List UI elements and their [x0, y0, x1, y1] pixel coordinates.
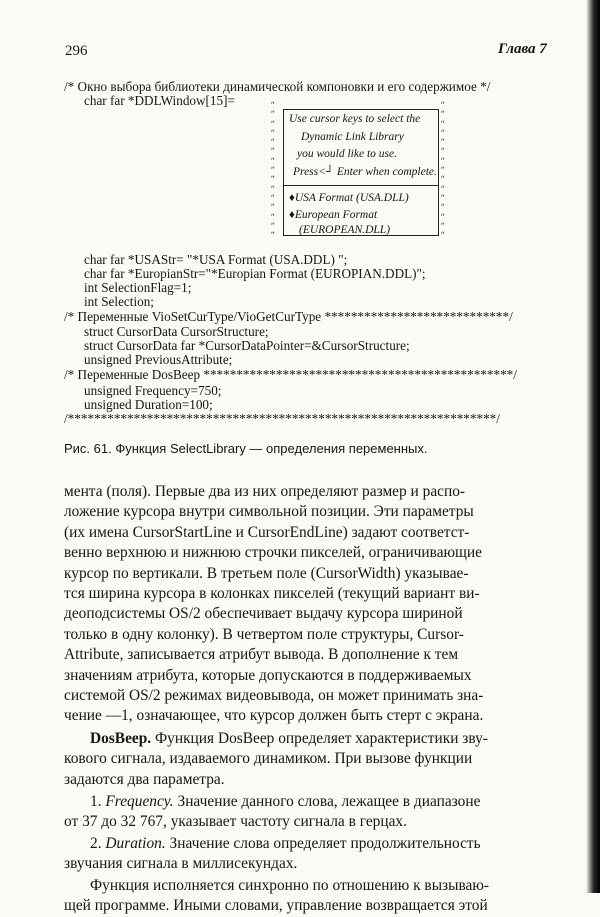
text-line: щей программе. Иными словами, управление возвращается этой: [64, 897, 488, 915]
dosbeep-heading: DosBeep.: [90, 730, 152, 747]
text-span: Значение данного слова, лежащее в диапазоне: [173, 793, 481, 810]
text-line: [64, 834, 556, 854]
code-comment-end: /*****************************************************************/: [64, 411, 500, 426]
quote-column-right: ʺ ʺ ʺ ʺ ʺ ʺ ʺ ʺ ʺ ʺ ʺ ʺ ʺ ʺ ʺ: [441, 100, 444, 241]
text-line: венно верхнюю и нижнюю строчки пикселей, ограничивающие: [64, 544, 482, 562]
page-number: 296: [65, 43, 88, 59]
window-line: Dynamic Link Library: [301, 131, 404, 143]
text-line: Attribute, записывается атрибут вывода. В дополнение к тем: [64, 646, 459, 664]
paragraph-dosbeep: [64, 729, 556, 790]
item-number: 1.: [90, 793, 102, 810]
text-line: кового сигнала, издаваемого динамиком. При вызове функции: [64, 750, 473, 768]
code-var-line: char far *USAStr= "*USA Format (USA.DDL) ";: [84, 252, 348, 267]
list-item-frequency: [64, 792, 556, 833]
ddl-window-separator: [283, 185, 439, 186]
code-vio-line: struct CursorData CursorStructure;: [84, 324, 269, 339]
item-number: 2.: [90, 835, 102, 852]
list-item-duration: [64, 834, 556, 875]
ddl-window-figure: [271, 100, 457, 241]
text-line: [64, 729, 556, 749]
window-line: ♦European Format: [289, 209, 378, 221]
quote-column-left: ʺ ʺ ʺ ʺ ʺ ʺ ʺ ʺ ʺ ʺ ʺ ʺ ʺ ʺ ʺ: [271, 100, 274, 241]
text-line: от 37 до 32 767, указывает частоту сигнала в герцах.: [64, 813, 407, 831]
text-line: звучания сигнала в миллисекундах.: [64, 855, 298, 873]
figure-caption: Рис. 61. Функция SelectLibrary — определения переменных.: [64, 441, 428, 456]
code-ddlwindow-decl: char far *DDLWindow[15]=: [84, 93, 235, 108]
code-comment-beep: /* Переменные DosBeep ***********************************************/: [64, 367, 517, 382]
text-line: [64, 792, 556, 812]
text-line: значениям атрибута, которые допускаются в поддерживаемых: [64, 666, 472, 684]
window-line: ♦USA Format (USA.DLL): [289, 192, 409, 204]
text-line: Функция исполняется синхронно по отношению к вызываю-: [90, 877, 489, 894]
item-term: Frequency.: [105, 793, 174, 810]
paragraph-cursor: [64, 482, 556, 727]
text-line: чение —1, означающее, что курсор должен быть стерт с экрана.: [64, 707, 484, 725]
code-beep-line: unsigned Frequency=750;: [84, 383, 222, 398]
text-line: деоподсистемы OS/2 обеспечивает выдачу курсора шириной: [64, 605, 463, 623]
text-line: только в одну колонку). В четвертом поле структуры, Cursor-: [64, 625, 464, 643]
chapter-title: Глава 7: [498, 41, 547, 57]
text-line: задаются два параметра.: [64, 770, 225, 788]
text-line: ложение курсора внутри символьной позиции. Эти параметры: [64, 503, 474, 521]
scan-edge-shadow: [586, 0, 600, 893]
text-span: Значение слова определяет продолжительность: [165, 835, 481, 852]
code-vio-line: struct CursorData far *CursorDataPointer=&CursorStructure;: [84, 338, 410, 353]
item-term: Duration.: [105, 835, 166, 852]
window-line: you would like to use.: [297, 148, 397, 160]
window-line: (EUROPEAN.DLL): [299, 224, 391, 236]
text-line: тся ширина курсора в колонках пикселей (текущий вариант ви-: [64, 585, 480, 603]
code-comment-vio: /* Переменные VioSetCurType/VioGetCurType ****************************/: [64, 309, 513, 324]
text-line: мента (поля). Первые два из них определяют размер и распо-: [64, 483, 466, 500]
text-line: курсор по вертикали. В третьем поле (CursorWidth) указывае-: [64, 564, 469, 582]
paragraph-sync: [64, 876, 556, 917]
text-line: системой OS/2 режимах видеовывода, он может принимать зна-: [64, 687, 484, 705]
text-span: Функция DosBeep определяет характеристики зву-: [151, 730, 488, 747]
code-beep-line: unsigned Duration=100;: [84, 397, 213, 412]
code-var-line: int Selection;: [84, 294, 154, 309]
text-line: (их имена CursorStartLine и CursorEndLine) задают соответст-: [64, 523, 470, 541]
window-line: Press<┘ Enter when complete.: [293, 166, 437, 178]
code-var-line: int SelectionFlag=1;: [84, 280, 192, 295]
code-vio-line: unsigned PreviousAttribute;: [84, 352, 233, 367]
code-comment-window: /* Окно выбора библиотеки динамической компоновки и его содержимое */: [64, 79, 491, 94]
code-var-line: char far *EuropianStr="*Europian Format (EUROPIAN.DDL)";: [84, 266, 426, 281]
window-line: Use cursor keys to select the: [289, 113, 421, 125]
